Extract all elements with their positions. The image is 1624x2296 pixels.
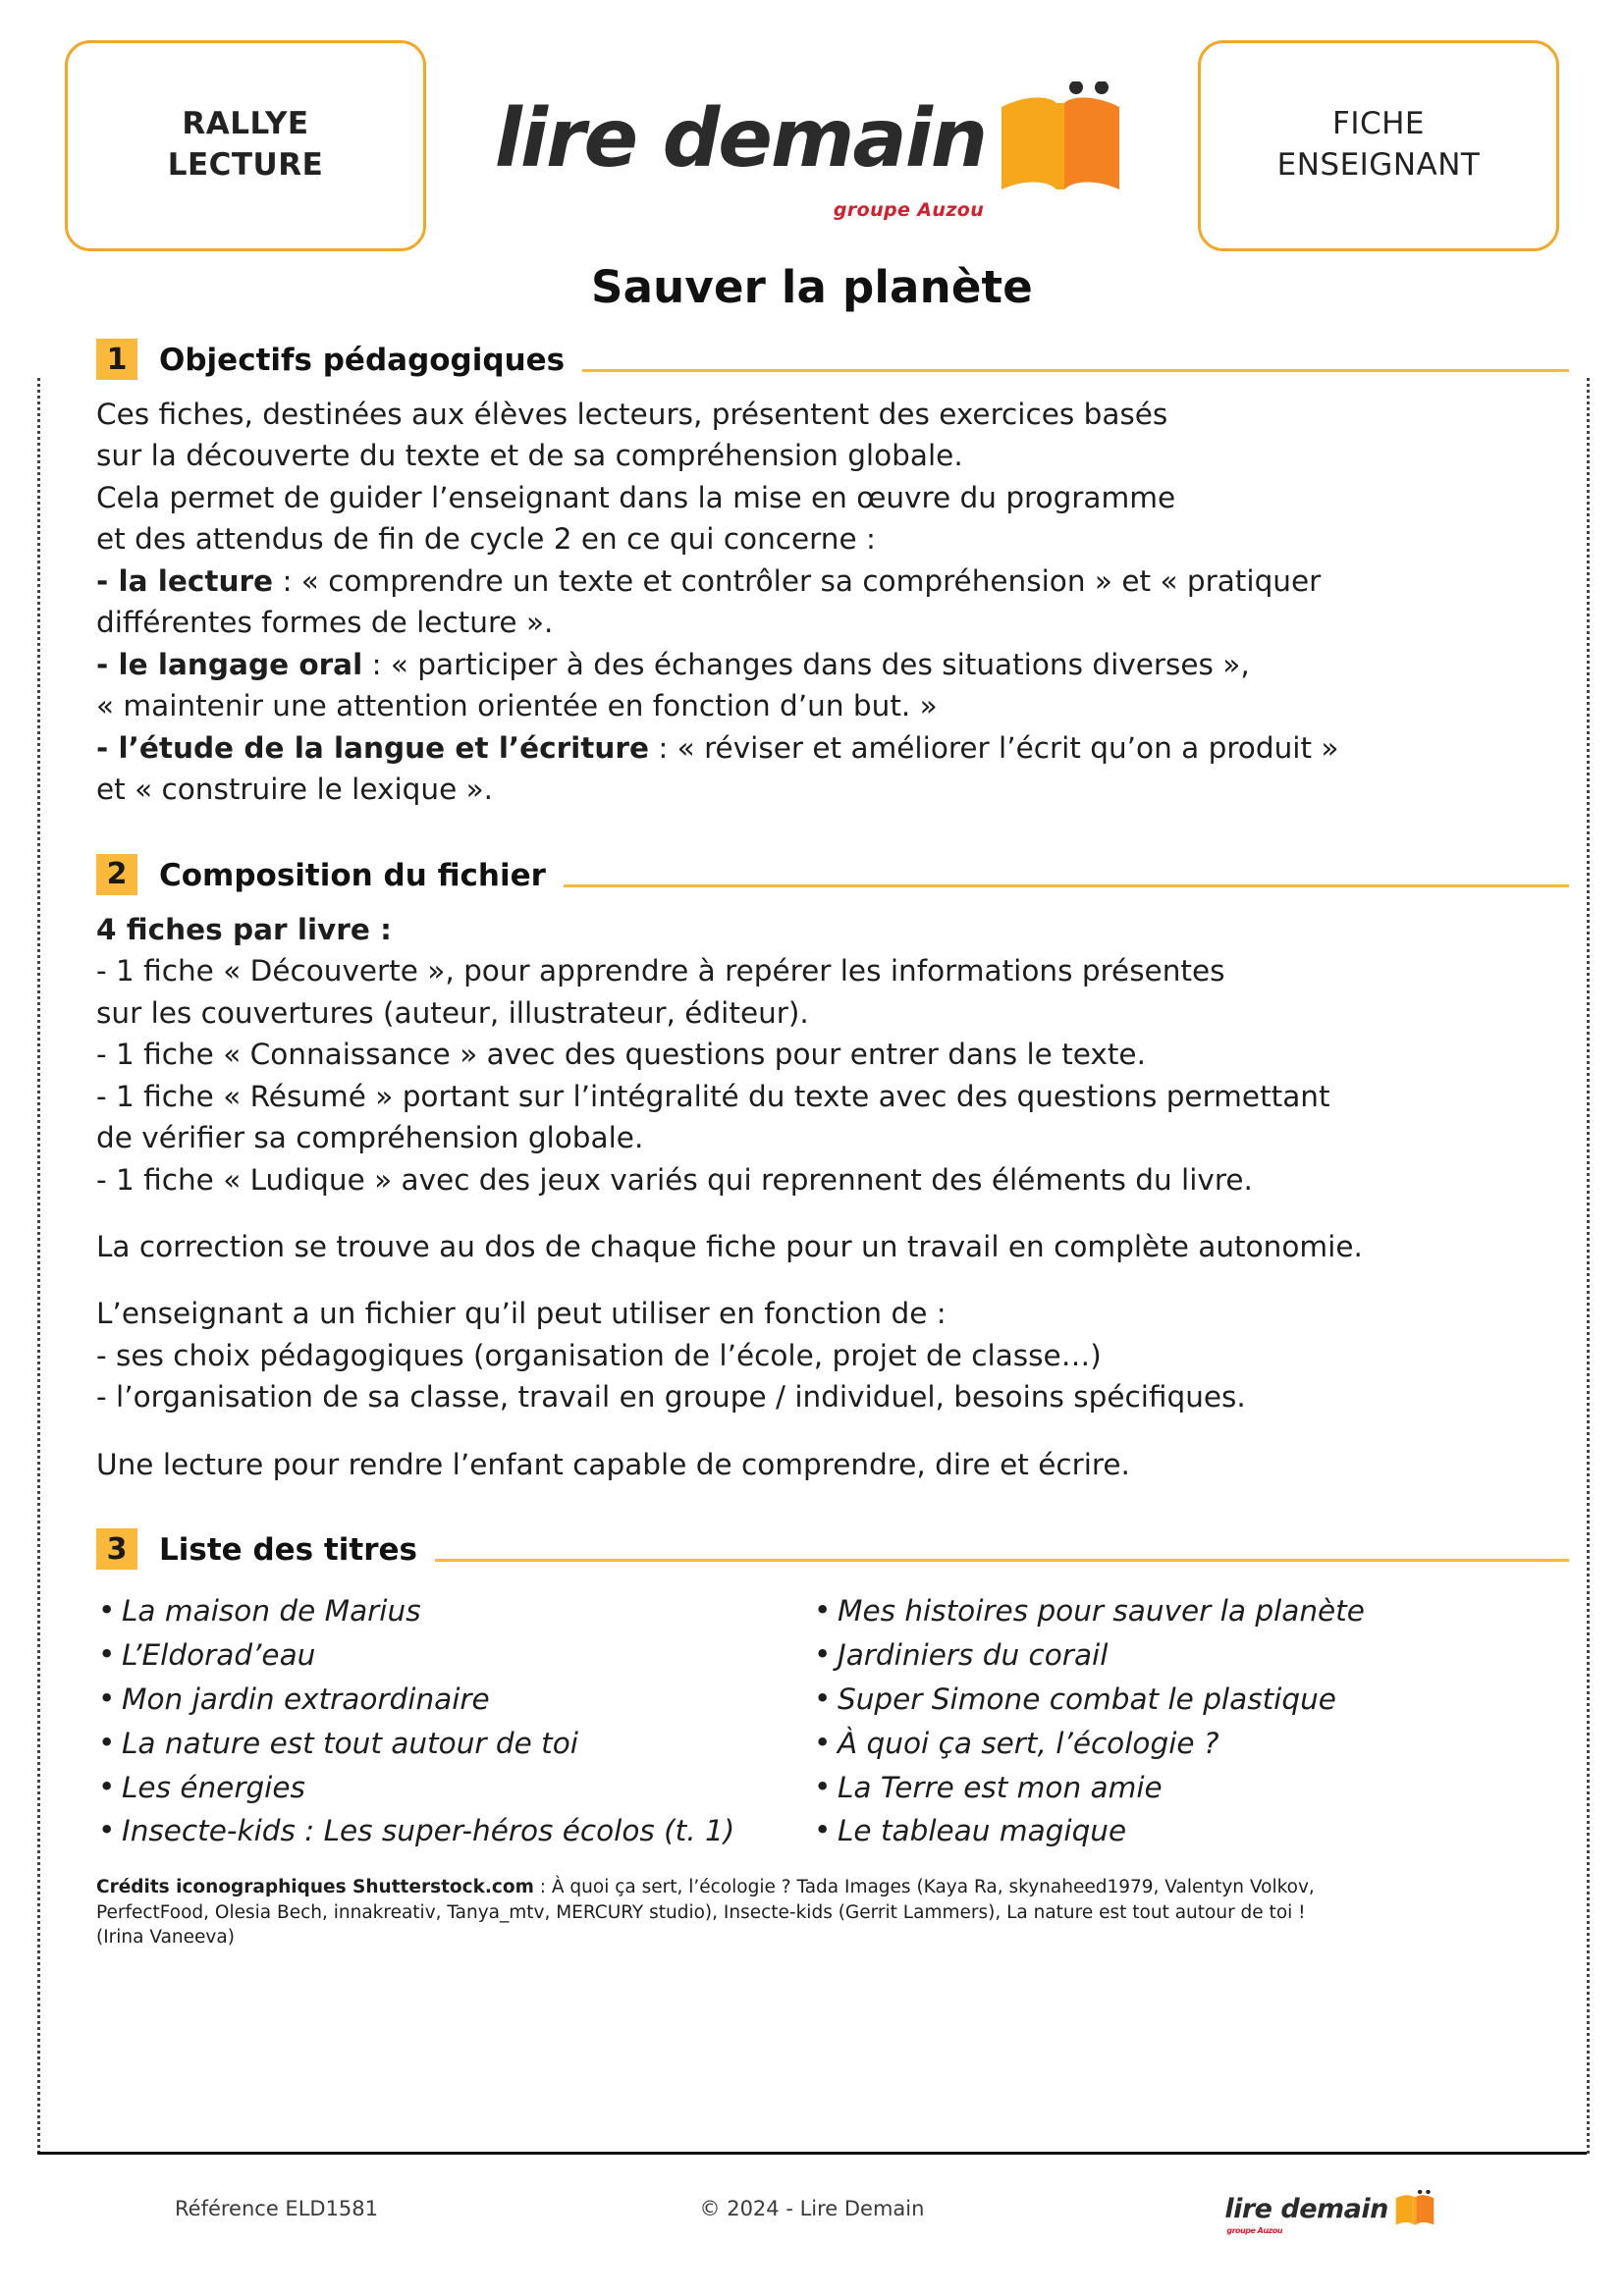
list-item: • La maison de Marius bbox=[96, 1589, 812, 1633]
list-item: • La nature est tout autour de toi bbox=[96, 1722, 812, 1766]
credits-line-2: PerfectFood, Olesia Bech, innakreativ, Tanya_mtv, MERCURY studio), Insecte-kids (Gerrit Lammers), La nature est tout autour de toi ! bbox=[96, 1901, 1306, 1923]
list-item: • L’Eldorad’eau bbox=[96, 1633, 812, 1678]
composition-line-6: - 1 fiche « Ludique » avec des jeux variés qui reprennent des éléments du livre. bbox=[96, 1162, 1253, 1197]
objectifs-item-1-text: : « comprendre un texte et contrôler sa compréhension » et « pratiquer bbox=[273, 563, 1322, 598]
section-number-3: 3 bbox=[96, 1528, 137, 1570]
open-book-icon-small bbox=[1392, 2190, 1437, 2227]
badge-rallye-line2: LECTURE bbox=[167, 147, 324, 183]
objectifs-item-2-cont: « maintenir une attention orientée en fonction d’un but. » bbox=[96, 689, 938, 723]
objectifs-item-1-cont: différentes formes de lecture ». bbox=[96, 606, 554, 640]
composition-intro bbox=[96, 909, 1528, 950]
footer-divider bbox=[37, 2152, 1587, 2155]
objectifs-line-2: sur la découverte du texte et de sa compréhension globale. bbox=[96, 439, 963, 473]
footer-logo-label: lire demain bbox=[1224, 2193, 1388, 2224]
composition-line-8: L’enseignant a un fichier qu’il peut utiliser en fonction de : bbox=[96, 1297, 947, 1331]
section-body-objectifs bbox=[55, 394, 1569, 811]
badge-fiche-enseignant bbox=[1198, 40, 1559, 251]
list-item: • Mon jardin extraordinaire bbox=[96, 1678, 812, 1722]
composition-line-5: de vérifier sa compréhension globale. bbox=[96, 1121, 644, 1155]
section-header-objectifs bbox=[55, 339, 1569, 380]
section-rule-2 bbox=[564, 884, 1569, 887]
section-title-3: Liste des titres bbox=[159, 1532, 417, 1569]
document-header bbox=[55, 47, 1569, 243]
composition-line-1: - 1 fiche « Découverte », pour apprendre à repérer les informations présentes bbox=[96, 954, 1225, 988]
objectifs-line-1: Ces fiches, destinées aux élèves lecteurs, présentent des exercices basés bbox=[96, 398, 1168, 431]
composition-line-7: La correction se trouve au dos de chaque fiche pour un travail en complète autonomie. bbox=[96, 1229, 1363, 1263]
objectifs-item-2 bbox=[96, 644, 1528, 685]
badge-fiche-line1: FICHE bbox=[1331, 106, 1426, 142]
brand-logo-text: lire demain bbox=[494, 92, 987, 186]
list-item: • Mes histoires pour sauver la planète bbox=[812, 1589, 1528, 1633]
objectifs-item-3-label: - l’étude de la langue et l’écriture bbox=[96, 730, 649, 765]
composition-line-3: - 1 fiche « Connaissance » avec des questions pour entrer dans le texte. bbox=[96, 1038, 1146, 1072]
titles-column-left bbox=[96, 1589, 812, 1853]
section-body-composition bbox=[55, 909, 1569, 1486]
footer-copyright: © 2024 - Lire Demain bbox=[699, 2197, 925, 2220]
composition-line-9: - ses choix pédagogiques (organisation de l’école, projet de classe…) bbox=[96, 1338, 1102, 1372]
objectifs-line-4: et des attendus de fin de cycle 2 en ce qui concerne : bbox=[96, 522, 876, 557]
composition-line-4: - 1 fiche « Résumé » portant sur l’intégralité du texte avec des questions permettant bbox=[96, 1079, 1330, 1113]
section-rule-3 bbox=[435, 1559, 1569, 1562]
open-book-icon bbox=[992, 81, 1129, 197]
credits-line-3: (Irina Vaneeva) bbox=[96, 1927, 235, 1949]
credits-label bbox=[96, 1877, 534, 1897]
badge-rallye-line1: RALLYE bbox=[182, 106, 309, 142]
brand-logo-subtitle: groupe Auzou bbox=[833, 199, 985, 221]
objectifs-line-3: Cela permet de guider l’enseignant dans la mise en œuvre du programme bbox=[96, 480, 1176, 514]
titles-column-right bbox=[812, 1589, 1528, 1853]
dotted-border-left bbox=[37, 378, 40, 2154]
list-item: • Insecte-kids : Les super-héros écolos (t. 1) bbox=[96, 1809, 812, 1853]
footer-logo bbox=[1075, 2190, 1587, 2235]
list-item: • La Terre est mon amie bbox=[812, 1766, 1528, 1810]
credits-block bbox=[55, 1853, 1569, 1950]
section-title-2: Composition du fichier bbox=[159, 857, 546, 893]
objectifs-item-3-text: : « réviser et améliorer l’écrit qu’on a produit » bbox=[648, 730, 1339, 765]
badge-fiche-line2: ENSEIGNANT bbox=[1276, 147, 1481, 183]
composition-line-11: Une lecture pour rendre l’enfant capable de comprendre, dire et écrire. bbox=[96, 1447, 1130, 1481]
section-title-1: Objectifs pédagogiques bbox=[159, 343, 566, 378]
section-number-2: 2 bbox=[96, 854, 137, 895]
objectifs-item-1-label: - la lecture bbox=[96, 563, 274, 598]
objectifs-item-3 bbox=[96, 727, 1528, 769]
list-item: • Les énergies bbox=[96, 1766, 812, 1810]
list-item: • Super Simone combat le plastique bbox=[812, 1678, 1528, 1722]
section-header-composition bbox=[55, 854, 1569, 895]
objectifs-item-3-cont: et « construire le lexique ». bbox=[96, 773, 494, 807]
footer-logo-text bbox=[1224, 2193, 1388, 2235]
badge-rallye-lecture bbox=[65, 40, 426, 251]
page-title: Sauver la planète bbox=[591, 261, 1033, 313]
composition-line-2: sur les couvertures (auteur, illustrateur, éditeur). bbox=[96, 995, 809, 1030]
composition-line-10: - l’organisation de sa classe, travail en groupe / individuel, besoins spécifiques. bbox=[96, 1380, 1246, 1415]
list-item: • Jardiniers du corail bbox=[812, 1633, 1528, 1678]
credits-line-1: : À quoi ça sert, l’écologie ? Tada Images (Kaya Ra, skynaheed1979, Valentyn Volkov, bbox=[533, 1877, 1315, 1898]
brand-logo bbox=[426, 40, 1198, 251]
objectifs-item-2-label: - le langage oral bbox=[96, 647, 363, 681]
document-footer bbox=[37, 2164, 1587, 2253]
section-header-titres bbox=[55, 1528, 1569, 1570]
objectifs-item-1 bbox=[96, 561, 1528, 602]
footer-logo-subtitle: groupe Auzou bbox=[1226, 2225, 1282, 2235]
titles-list bbox=[55, 1583, 1569, 1853]
list-item: • Le tableau magique bbox=[812, 1809, 1528, 1853]
dotted-border-right bbox=[1587, 378, 1590, 2154]
section-number-1: 1 bbox=[96, 339, 137, 380]
credits-label-text: Crédits iconographiques Shutterstock.com bbox=[96, 1877, 534, 1898]
list-item: • À quoi ça sert, l’écologie ? bbox=[812, 1722, 1528, 1766]
composition-intro-text: 4 fiches par livre : bbox=[96, 912, 392, 946]
section-rule-1 bbox=[582, 369, 1569, 372]
objectifs-item-2-text: : « participer à des échanges dans des situations diverses », bbox=[362, 647, 1250, 681]
footer-reference: Référence ELD1581 bbox=[175, 2197, 379, 2220]
